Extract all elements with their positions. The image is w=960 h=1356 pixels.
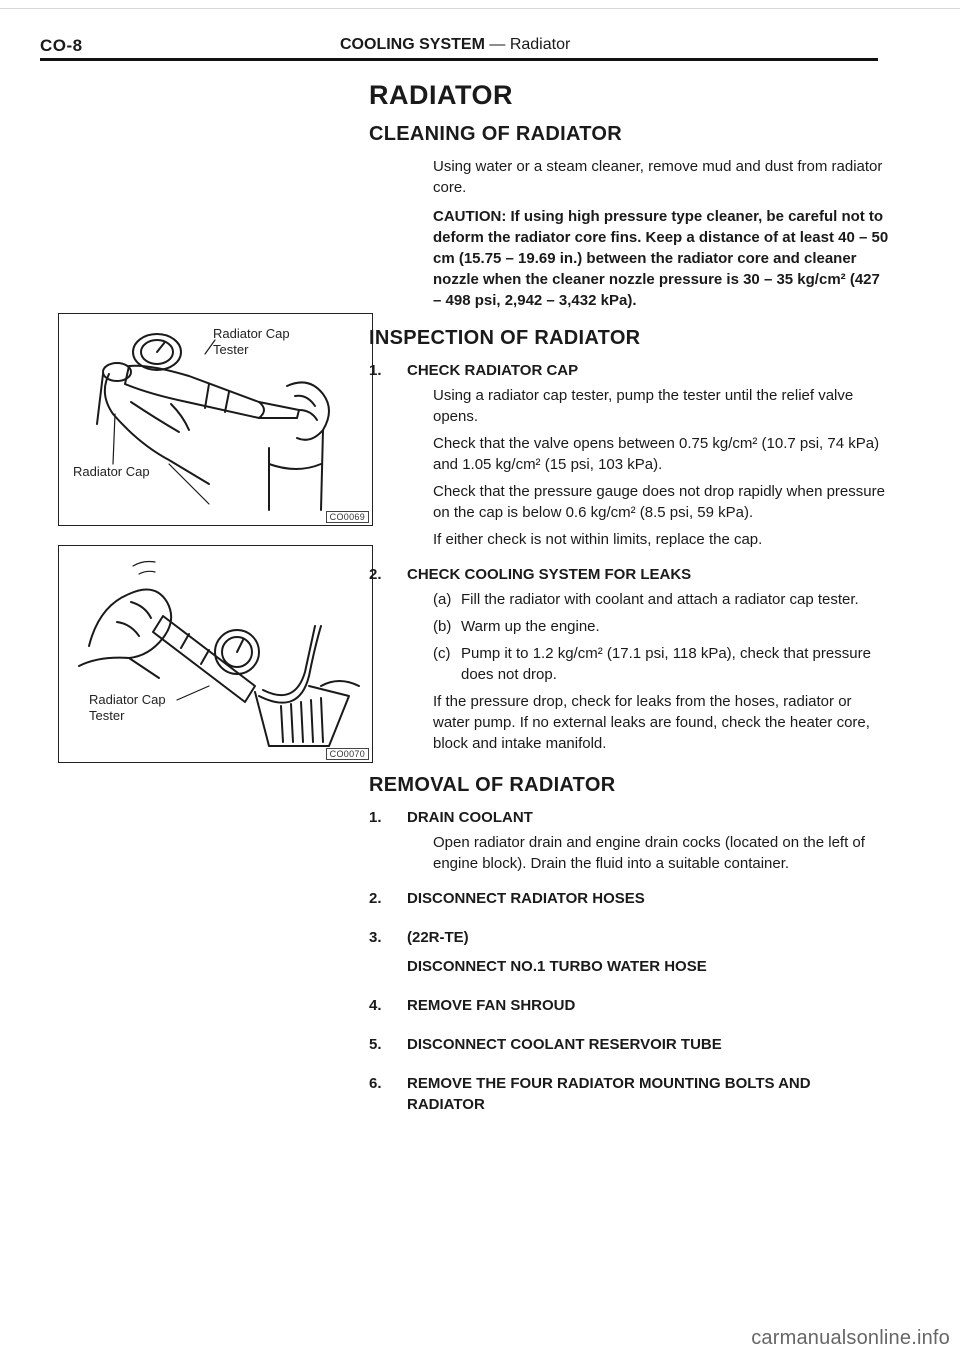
removal-step-3 <box>369 927 889 977</box>
removal-step-1 <box>369 807 889 828</box>
section-separator: — <box>489 36 506 53</box>
item-letter: (a) <box>433 591 452 608</box>
step-title: DRAIN COOLANT <box>407 809 533 826</box>
page-title: RADIATOR <box>369 80 513 110</box>
top-edge-line <box>0 8 960 9</box>
item-text: Pump it to 1.2 kg/cm² (17.1 psi, 118 kPa), check that pressure does not drop. <box>461 645 871 683</box>
step-title-line: DISCONNECT NO.1 TURBO WATER HOSE <box>407 958 707 975</box>
page-id: CO-8 <box>40 36 83 55</box>
page-header <box>40 34 878 62</box>
figure-radiator-cap-tester <box>58 313 373 526</box>
label-line: Tester <box>89 708 125 723</box>
removal-step-5 <box>369 1034 889 1055</box>
step-paragraph: Open radiator drain and engine drain cocks (located on the left of engine block). Drain the fluid into a suitable container. <box>433 834 865 872</box>
inspection-step-2 <box>369 564 889 585</box>
label-line: Radiator Cap <box>89 692 166 707</box>
label-radiator-cap: Radiator Cap <box>73 464 150 479</box>
label-line: Radiator Cap <box>213 326 290 341</box>
caution-text: If using high pressure type cleaner, be careful not to deform the radiator core fins. Keep a distance of at least 40 – 50 cm (15.75 – 19.69 in.) between the radiator core and cleaner nozzle when the cleaner nozzle pressure is 30 – 35 kg/cm² (427 – 498 psi, 2,942 – 3,432 kPa). <box>433 208 889 309</box>
step-paragraph: Check that the valve opens between 0.75 kg/cm² (10.7 psi, 74 kPa) and 1.05 kg/cm² (15 psi, 103 kPa). <box>433 435 880 473</box>
inspection-step-1-body <box>433 385 889 550</box>
removal-step-6 <box>369 1073 889 1115</box>
cleaning-intro: Using water or a steam cleaner, remove mud and dust from radiator core. <box>433 158 883 196</box>
subsection-name: Radiator <box>509 36 571 53</box>
figure-code: CO0070 <box>326 748 369 760</box>
item-text: Warm up the engine. <box>461 618 600 635</box>
cleaning-body <box>433 156 889 311</box>
removal-step-4 <box>369 995 889 1016</box>
section-name: COOLING SYSTEM <box>340 36 485 53</box>
caution-label: CAUTION: <box>433 208 507 225</box>
label-radiator-cap-tester <box>213 326 290 358</box>
step-number: 2. <box>369 566 382 583</box>
step-paragraph: Check that the pressure gauge does not drop rapidly when pressure on the cap is below 0.6 kg/cm² (8.5 psi, 59 kPa). <box>433 483 885 521</box>
step-title: REMOVE THE FOUR RADIATOR MOUNTING BOLTS AND RADIATOR <box>407 1075 811 1113</box>
removal-step-2 <box>369 888 889 909</box>
step-title: CHECK RADIATOR CAP <box>407 362 579 379</box>
step-title <box>407 927 707 977</box>
header-rule <box>40 58 878 61</box>
removal-step-1-body <box>433 832 889 874</box>
label-radiator-cap-tester-2 <box>89 692 166 724</box>
list-item <box>433 589 889 610</box>
step-title: DISCONNECT COOLANT RESERVOIR TUBE <box>407 1036 722 1053</box>
list-item <box>433 643 889 685</box>
step-title: DISCONNECT RADIATOR HOSES <box>407 890 645 907</box>
item-text: Fill the radiator with coolant and attach a radiator cap tester. <box>461 591 859 608</box>
item-letter: (b) <box>433 618 452 635</box>
label-line: Tester <box>213 342 249 357</box>
caution-note <box>433 206 889 311</box>
step-paragraph: If the pressure drop, check for leaks from the hoses, radiator or water pump. If no external leaks are found, check the heater core, block and intake manifold. <box>433 693 870 752</box>
step-paragraph: Using a radiator cap tester, pump the tester until the relief valve opens. <box>433 387 854 425</box>
step-number: 1. <box>369 362 382 379</box>
section-title <box>340 36 570 54</box>
step-title: REMOVE FAN SHROUD <box>407 997 576 1014</box>
list-item <box>433 616 889 637</box>
step-number: 4. <box>369 997 382 1014</box>
step-title-line: (22R-TE) <box>407 929 469 946</box>
watermark: carmanualsonline.info <box>751 1327 950 1349</box>
step-paragraph: If either check is not within limits, replace the cap. <box>433 531 763 548</box>
inspection-step-1 <box>369 360 889 381</box>
heading-removal: REMOVAL OF RADIATOR <box>369 774 616 796</box>
illustration-leak-test <box>59 546 372 762</box>
main-content <box>369 80 889 1119</box>
figure-code: CO0069 <box>326 511 369 523</box>
item-letter: (c) <box>433 645 451 662</box>
step-number: 6. <box>369 1075 382 1092</box>
heading-inspection: INSPECTION OF RADIATOR <box>369 327 641 349</box>
step-number: 2. <box>369 890 382 907</box>
heading-cleaning: CLEANING OF RADIATOR <box>369 123 623 145</box>
step-title: CHECK COOLING SYSTEM FOR LEAKS <box>407 566 692 583</box>
inspection-step-2-note <box>433 691 889 754</box>
step-number: 1. <box>369 809 382 826</box>
step-number: 3. <box>369 929 382 946</box>
figure-cooling-system-leak-test <box>58 545 373 763</box>
step-number: 5. <box>369 1036 382 1053</box>
